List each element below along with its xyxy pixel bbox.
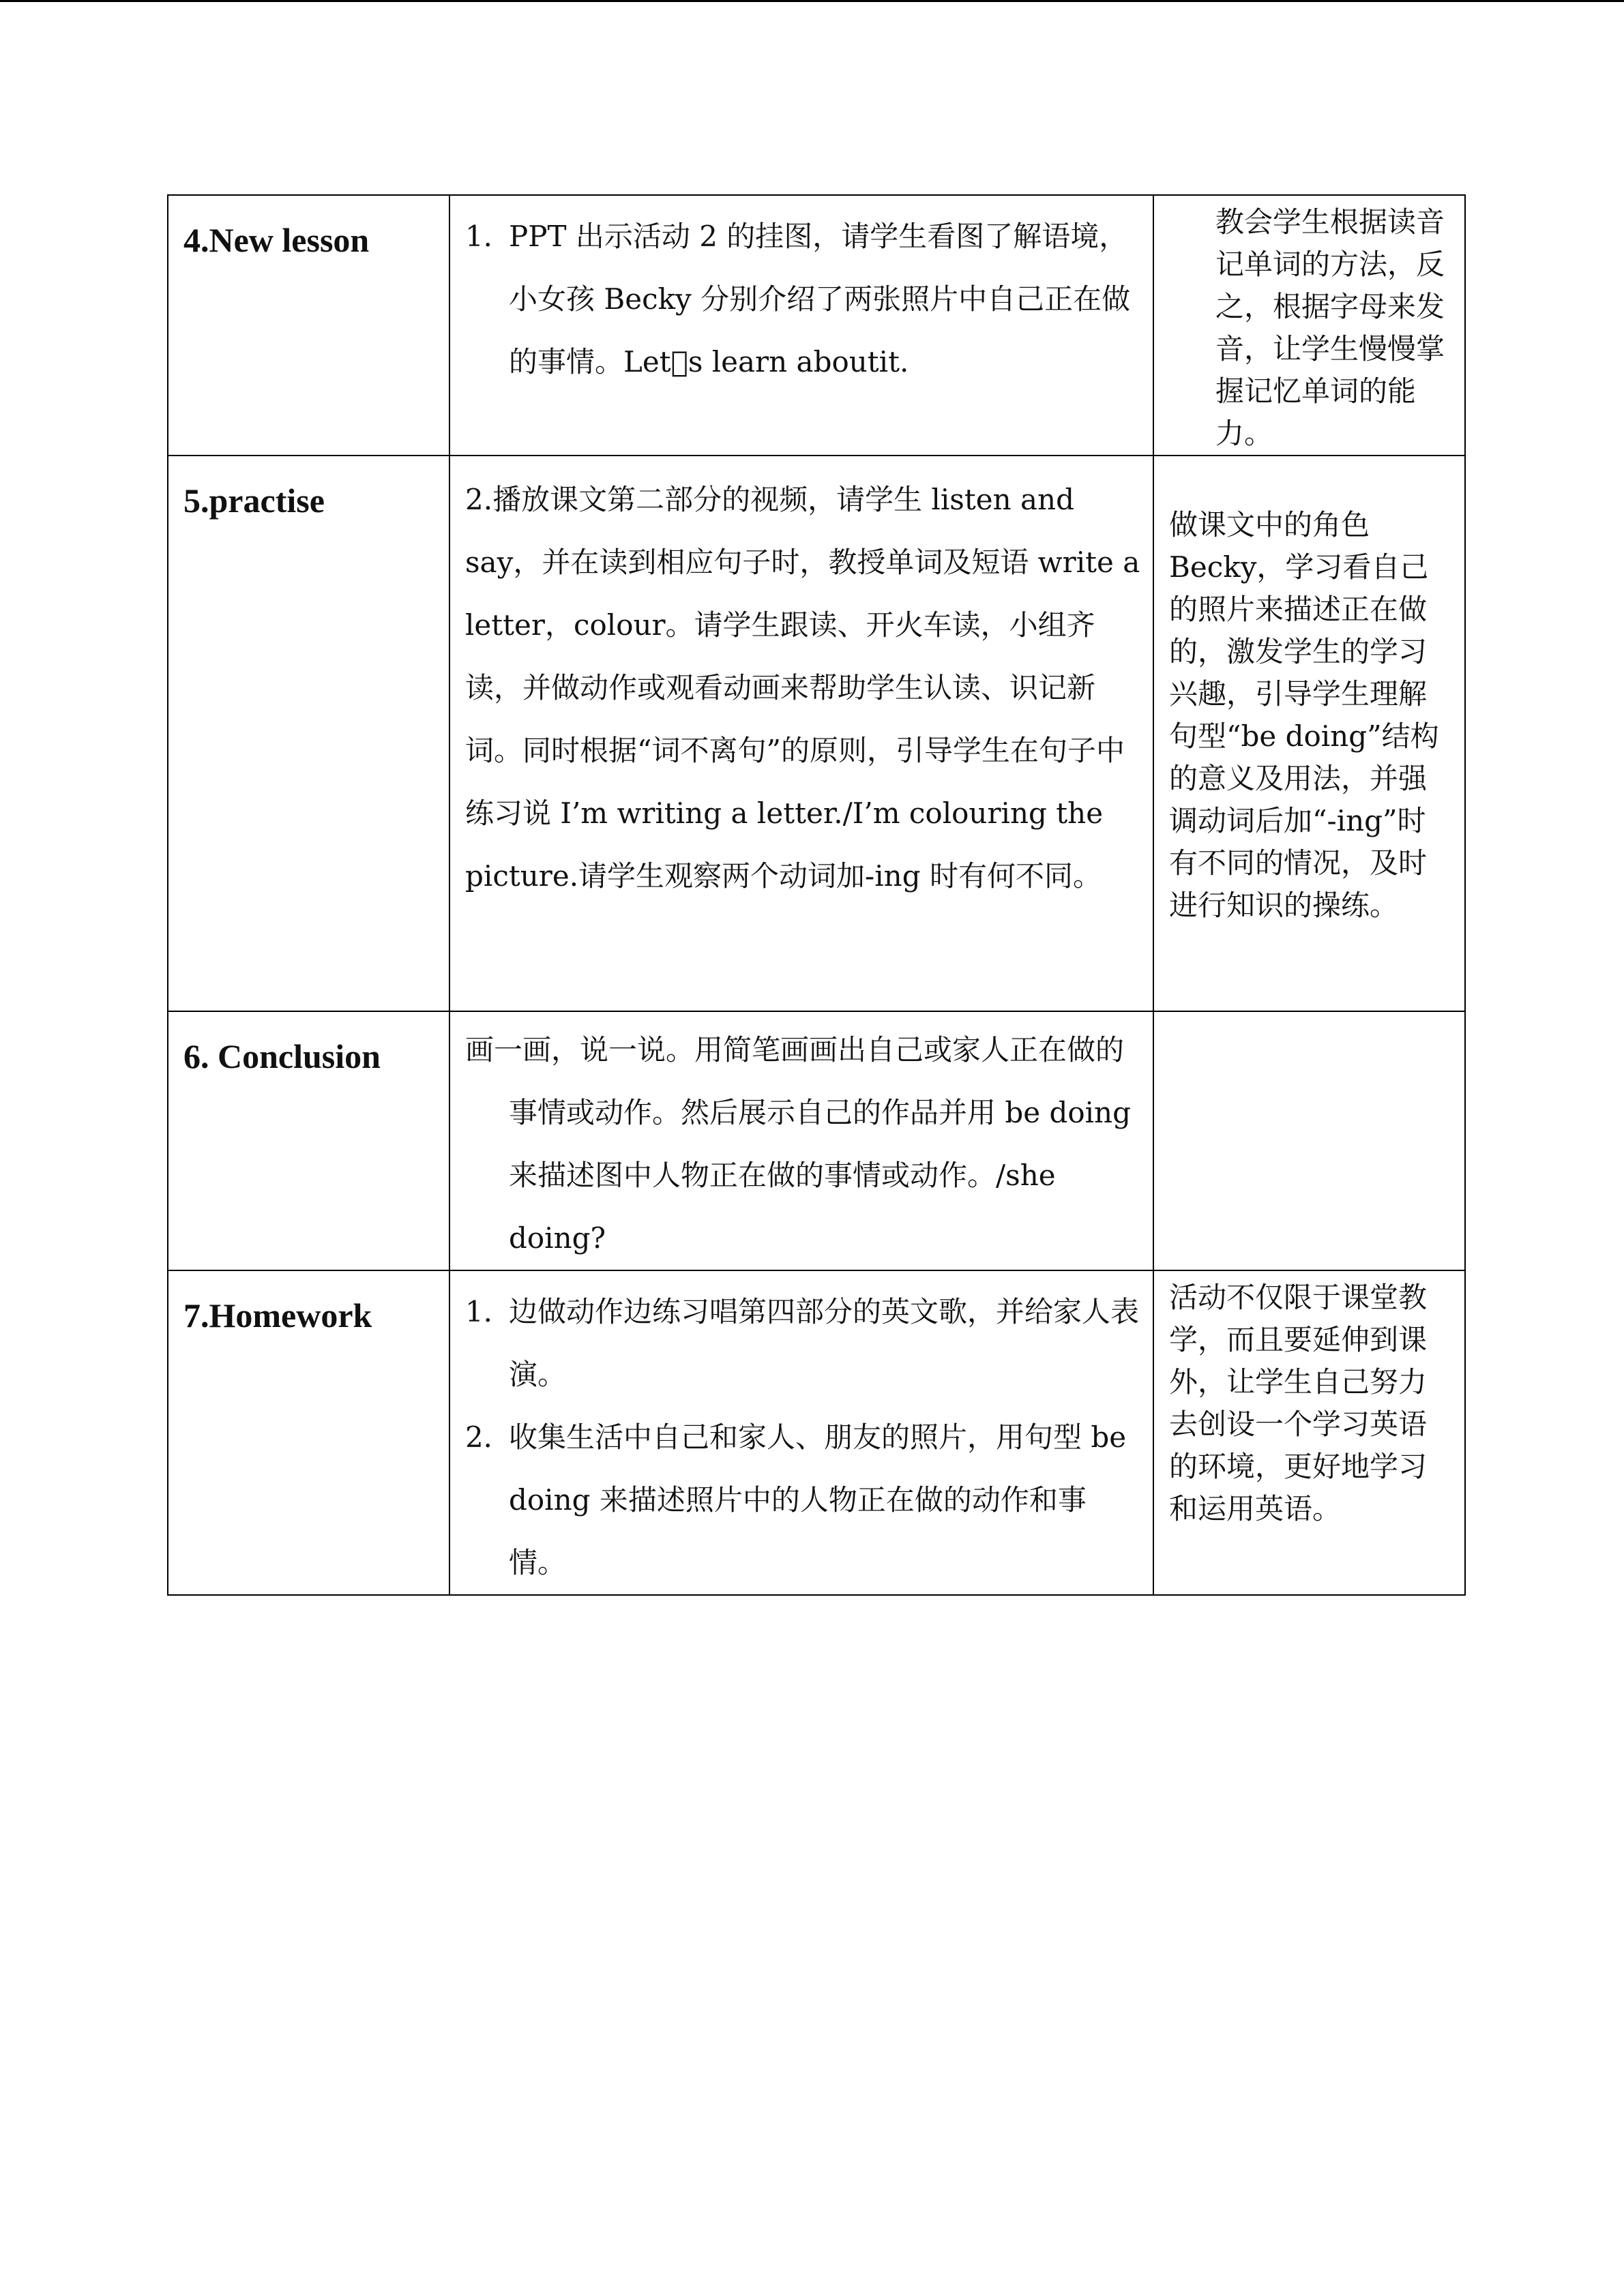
- step-label: 6. Conclusion: [183, 1037, 381, 1075]
- step-label: 7.Homework: [183, 1296, 372, 1335]
- purpose-cell: [1153, 1011, 1465, 1270]
- item-number: 1．: [465, 1295, 512, 1328]
- purpose-text: 教会学生根据读音记单词的方法，反之，根据字母来发音，让学生慢慢掌握记忆单词的能力。: [1215, 205, 1445, 450]
- process-item: [465, 205, 1140, 393]
- table-row-homework: [168, 1270, 1465, 1595]
- item-text: 边做动作边练习唱第四部分的英文歌，并给家人表演。: [509, 1295, 1140, 1391]
- step-cell: [168, 195, 449, 456]
- process-item: [465, 1406, 1140, 1594]
- process-list: [450, 196, 1153, 393]
- purpose-text: 做课文中的角色 Becky，学习看自己的照片来描述正在做的，激发学生的学习兴趣，引导学生理解句型“be doing”结构的意义及用法，并强调动词后加“-ing”时有不同的情况，及时进行知识的操练。: [1169, 508, 1439, 922]
- process-item: [465, 1281, 1140, 1406]
- process-cell: [449, 456, 1153, 1011]
- table-row-new-lesson: [168, 195, 1465, 456]
- item-text: PPT 出示活动 2 的挂图，请学生看图了解语境，小女孩 Becky 分别介绍了两张照片中自己正在做的事情。Let s learn aboutit.: [509, 220, 1131, 378]
- step-cell: [168, 1011, 449, 1270]
- step-label: 4.New lesson: [183, 221, 370, 259]
- process-text: 2.播放课文第二部分的视频，请学生 listen and say，并在读到相应句子时，教授单词及短语 write a letter，colour。请学生跟读、开火车读，小组齐读，并做动作或观看动画来帮助学生认读、识记新词。同时根据“词不离句”的原则，引导学生在句子中练习说 I’m writing a letter./I’m colouring the picture.请学生观察两个动词加-ing 时有何不同。: [465, 483, 1140, 893]
- item-text: 收集生活中自己和家人、朋友的照片，用句型 be doing 来描述照片中的人物正在做的动作和事情。: [509, 1420, 1127, 1579]
- purpose-text: 活动不仅限于课堂教学，而且要延伸到课外，让学生自己努力去创设一个学习英语的环境，更好地学习和运用英语。: [1169, 1281, 1428, 1525]
- table-row-practise: [168, 456, 1465, 1011]
- process-cell: [449, 1270, 1153, 1595]
- process-cell: [449, 195, 1153, 456]
- page-top-border: [0, 0, 1624, 2]
- step-cell: [168, 456, 449, 1011]
- purpose-text: [1154, 1012, 1464, 1017]
- purpose-cell: [1153, 195, 1465, 456]
- step-cell: [168, 1270, 449, 1595]
- step-label: 5.practise: [183, 481, 325, 520]
- purpose-cell: [1153, 456, 1465, 1011]
- item-number: 2．: [465, 1420, 512, 1454]
- process-text: 画一画，说一说。用简笔画画出自己或家人正在做的事情或动作。然后展示自己的作品并用 be doing 来描述图中人物正在做的事情或动作。/she doing?: [465, 1033, 1131, 1255]
- process-list: [450, 1271, 1153, 1594]
- item-number: 1．: [465, 220, 512, 253]
- lesson-plan-table: [167, 194, 1466, 1596]
- process-cell: [449, 1011, 1153, 1270]
- table-row-conclusion: [168, 1011, 1465, 1270]
- purpose-cell: [1153, 1270, 1465, 1595]
